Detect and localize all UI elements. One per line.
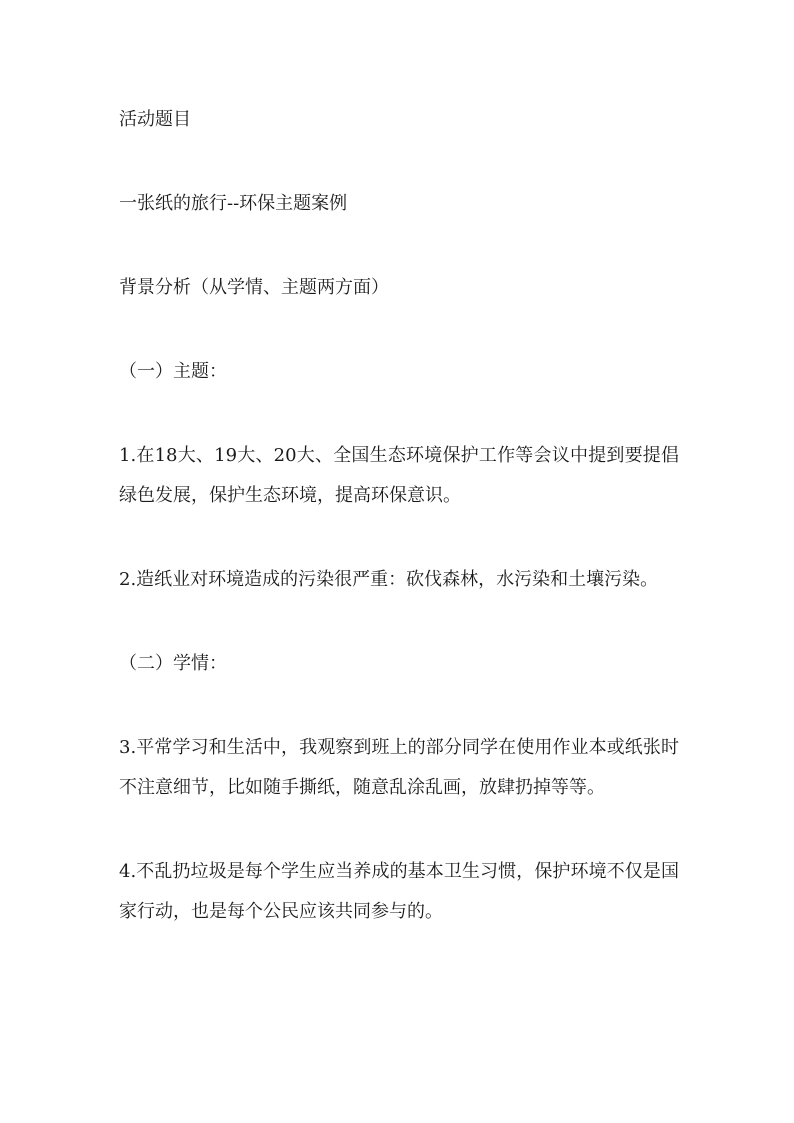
section-theme: （一）主题： bbox=[119, 361, 227, 382]
document-body bbox=[119, 100, 679, 976]
activity-title: 一张纸的旅行--环保主题案例 bbox=[119, 193, 348, 214]
paragraph-item-2: 2.造纸业对环境造成的污染很严重：砍伐森林，水污染和土壤污染。 bbox=[119, 569, 659, 590]
paragraph-item-1: 1.在18大、19大、20大、全国生态环境保护工作等会议中提到要提倡绿色发展，保护生态环境，提高环保意识。 bbox=[119, 445, 679, 506]
activity-title-label: 活动题目 bbox=[119, 109, 191, 130]
paragraph-item-3: 3.平常学习和生活中，我观察到班上的部分同学在使用作业本或纸张时不注意细节，比如随手撕纸，随意乱涂乱画，放肆扔掉等等。 bbox=[119, 737, 679, 798]
section-student: （二）学情： bbox=[119, 653, 227, 674]
background-heading: 背景分析（从学情、主题两方面） bbox=[119, 277, 389, 298]
paragraph-item-4: 4.不乱扔垃圾是每个学生应当养成的基本卫生习惯，保护环境不仅是国家行动，也是每个公民应该共同参与的。 bbox=[119, 861, 679, 922]
